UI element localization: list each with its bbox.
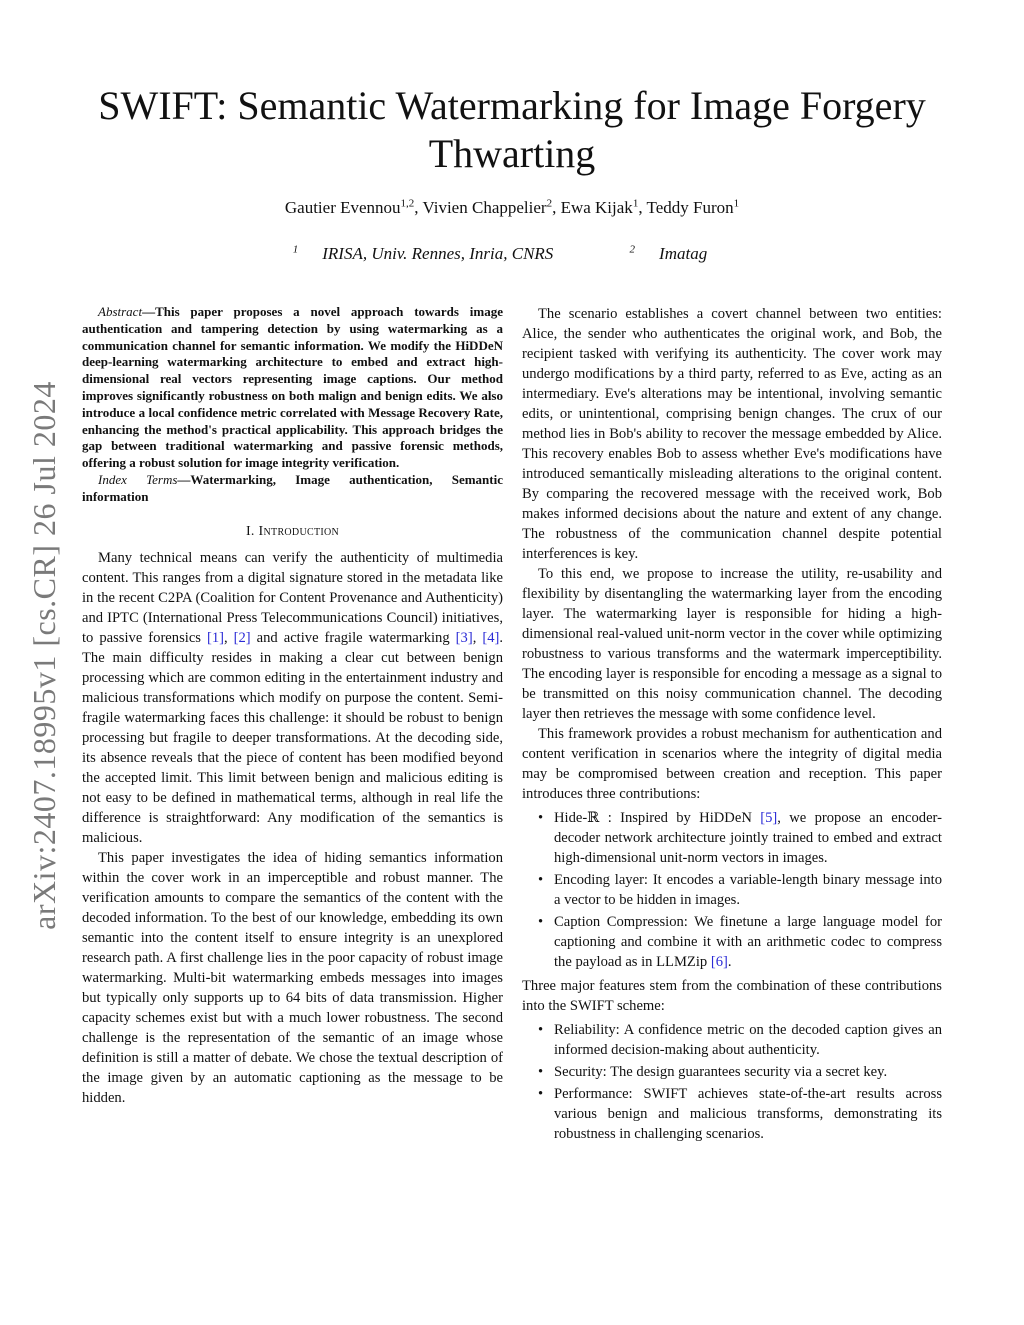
abstract-label: Abstract <box>98 304 143 319</box>
citation-link[interactable]: [2] <box>233 629 251 646</box>
author-name: Ewa Kijak <box>560 198 633 217</box>
feature-item: • Performance: SWIFT achieves state-of-the-art results across various benign and malicious transforms, demonstrating its robustness in challenging scenarios. <box>554 1084 942 1144</box>
author-affil-sup: 1,2 <box>400 197 415 210</box>
author-affil-sup: 2 <box>546 197 553 210</box>
author-separator: , <box>638 198 647 217</box>
arxiv-identifier-text: arXiv:2407.18995v1 [cs.CR] 26 Jul 2024 <box>25 380 62 930</box>
affiliation-name: IRISA, Univ. Rennes, Inria, CNRS <box>322 244 554 263</box>
feature-item: • Security: The design guarantees security via a secret key. <box>554 1062 942 1082</box>
author-name: Vivien Chappelier <box>422 198 547 217</box>
contribution-item <box>554 912 942 972</box>
text-run: Encoding layer: It encodes a variable-length binary message into a vector to be hidden in images. <box>554 872 942 908</box>
index-terms-dash: — <box>177 471 191 487</box>
paper-title: SWIFT: Semantic Watermarking for Image Forgery Thwarting <box>98 83 926 176</box>
affiliation-name: Imatag <box>659 244 708 263</box>
citation-link[interactable]: [5] <box>760 810 778 826</box>
affiliation-sup: 2 <box>629 243 636 256</box>
right-paragraph-2: To this end, we propose to increase the utility, re-usability and flexibility by disentangling the watermarking layer from the encoding layer. The watermarking layer is responsible for hiding a high-dimensional real-valued unit-norm vector in the cover while optimizing robustness to various transforms and the watermark imperceptibility. The encoding layer is responsible for encoding a message as a signal to be transmitted on this noisy communication channel. The decoding layer then retrieves the message with some confidence level. <box>522 566 942 722</box>
text-run: Many technical means can verify the authenticity of multimedia content. This ranges from a digital signature stored in the metadata like in the recent C2PA (Coalition for Content Provenance and Authenticity) and IPTC (International Press Telecommunications Council) initiatives, to passive forensics <box>82 549 503 646</box>
author-separator: , <box>414 198 423 217</box>
section-title: Introduction <box>258 523 340 539</box>
text-run: , <box>472 629 483 646</box>
text-run: . <box>727 954 732 970</box>
right-paragraph-1: The scenario establishes a covert channel between two entities: Alice, the sender who authenticates the original work, and Bob, the recipient tasked with verifying its authenticity. The cover work may undergo modifications by a third party, referred to as Eve, acting as an intermediary. Eve's alterations may be intentional, involving semantic edits, or unintentional, comprising benign changes. The crux of our method lies in Bob's ability to recover the message embedded by Alice. This recovery enables Bob to assess whether Eve's modifications have introduced semantically misleading alterations to the original content. By comparing the recovered message with the received work, Bob makes informed decisions about the nature and extent of any change. The robustness of the communication channel despite potential interferences is key. <box>522 306 942 562</box>
abstract-text: This paper proposes a novel approach towards image authentication and tampering detection by using watermarking as a communication channel for semantic information. We modify the HiDDeN deep-learning watermarking architecture to embed and extract high-dimensional real vectors representing image captions. Our method improves significantly robustness on both malign and benign edits. We also introduce a local confidence metric correlated with Message Recovery Rate, enhancing the method's practical applicability. This approach bridges the gap between traditional watermarking and passive forensic methods, offering a robust solution for image integrity verification. <box>82 304 503 471</box>
author-name: Teddy Furon <box>646 198 734 217</box>
text-run: , we propose an encoder-decoder network architecture jointly trained to embed and extract high-dimensional unit-norm vectors in images. <box>554 810 942 866</box>
text-run: Hide-ℝ : Inspired by HiDDeN <box>554 810 761 826</box>
features-list <box>522 1020 942 1144</box>
intro-paragraph-2: This paper investigates the idea of hiding semantics information within the cover work in an imperceptible and robust manner. The verification amounts to compare the semantics of the content with the decoded information. To the best of our knowledge, embedding its own semantic into the content itself to ensure integrity is an unexplored research path. A first challenge lies in the poor capacity of robust image watermarking. Multi-bit watermarking embeds messages into images but typically only supports up to 64 bits of data transmission. Higher capacity schemes exist but with a much lower robustness. The second challenge is the representation of the semantic of an image whose definition is still a matter of debate. We chose the textual description of the image given by an automatic captioning as the message to be hidden. <box>82 849 503 1106</box>
author-affil-sup: 1 <box>733 197 740 210</box>
author-list <box>0 198 1024 218</box>
citation-link[interactable]: [1] <box>206 629 224 646</box>
feature-item: • Reliability: A confidence metric on the decoded caption gives an informed decision-making about authenticity. <box>554 1020 942 1060</box>
abstract <box>82 304 503 472</box>
index-terms <box>82 472 503 506</box>
index-terms-text: Watermarking, Image authentication, Semantic information <box>82 471 503 504</box>
affiliation <box>630 244 732 263</box>
abstract-dash: — <box>142 304 156 319</box>
text-run: and active fragile watermarking <box>250 629 456 646</box>
intro-paragraph-1 <box>82 548 503 848</box>
affiliation <box>293 244 578 263</box>
author-affil-sup: 1 <box>632 197 639 210</box>
citation-link[interactable]: [6] <box>710 954 728 970</box>
index-terms-label: Index Terms <box>98 471 178 487</box>
affiliation-list <box>0 244 1024 264</box>
section-heading <box>82 522 503 542</box>
right-column <box>522 304 942 1148</box>
right-paragraph-3: This framework provides a robust mechanism for authentication and content verification in scenarios where the integrity of digital media may be compromised between creation and reception. This paper introduces three contributions: <box>522 726 942 802</box>
citation-link[interactable]: [3] <box>455 629 473 646</box>
contribution-item <box>554 808 942 868</box>
citation-link[interactable]: [4] <box>482 629 500 646</box>
right-paragraph-4: Three major features stem from the combination of these contributions into the SWIFT scheme: <box>522 978 942 1014</box>
left-column <box>82 304 503 1108</box>
author-separator: , <box>552 198 561 217</box>
text-run: . The main difficulty resides in making a clear cut between benign processing which are common editing in the entertainment industry and malicious transformations which modify on purpose the content. Semi-fragile watermarking faces this challenge: it should be robust to benign processing but fragile to deeper transformations. At the decoding side, its absence reveals that the piece of content has been modified beyond the accepted limit. This limit between benign and malicious editing is not easy to be defined in mathematical terms, although in real life the difference is straightforward: Any modification of the semantics is malicious. <box>82 629 504 846</box>
contributions-list <box>522 808 942 972</box>
contribution-item <box>554 870 942 910</box>
arxiv-side-identifier <box>20 370 68 940</box>
text-run: Caption Compression: We finetune a large language model for captioning and combine it with an arithmetic codec to compress the payload as in LLMZip <box>554 914 942 970</box>
affiliation-sup: 1 <box>292 243 299 256</box>
section-number: I. <box>245 523 255 539</box>
author-name: Gautier Evennou <box>284 198 401 217</box>
text-run: , <box>224 629 234 646</box>
